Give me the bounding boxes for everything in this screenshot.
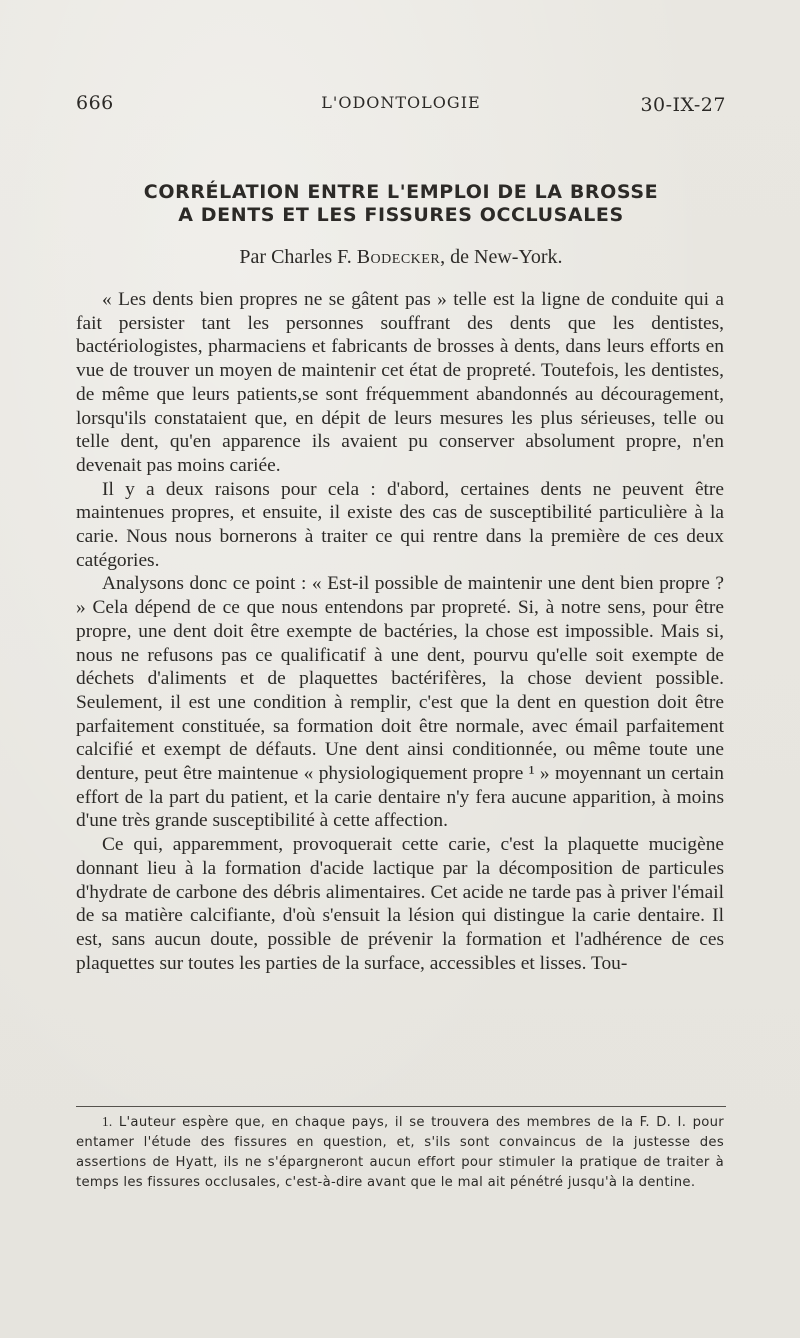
paragraph-3: Analysons donc ce point : « Est-il possible de maintenir une dent bien propre ? » Cela dépend de ce que nous entendons par propreté. Si, à notre sens, pour être propre, une dent doit être exempte de bactéries, la chose est impossible. Mais si, nous ne refusons pas ce qualificatif à une dent, pourvu qu'elle soit exempte de déchets d'aliments et de plaquettes bactérifères, la chose devient possible. Seulement, il est une condition à remplir, c'est que la dent en question doit être parfaitement constituée, sa formation doit être normale, avec émail parfaitement calcifié et exempt de défauts. Une dent ainsi conditionnée, ou même toute une denture, peut être maintenue « physiologiquement propre ¹ » moyennant un certain effort de la part du patient, et la carie dentaire n'y fera aucune apparition, à moins d'une très grande susceptibilité à cette affection. [76, 573, 724, 832]
footnote [76, 1112, 724, 1193]
running-header [76, 92, 726, 116]
journal-title: L'ODONTOLOGIE [321, 93, 481, 112]
footnote-divider [76, 1106, 726, 1107]
footnote-text: L'auteur espère que, en chaque pays, il se trouvera des membres de la F. D. I. pour entamer l'étude des fissures en question, et, s'ils sont convaincus de la justesse des assertions de Hyatt, ils ne s'épargneront aucun effort pour stimuler la pratique de traiter à temps les fissures occlusales, c'est-à-dire avant que le mal ait pénétré jusqu'à la dentine. [76, 1115, 724, 1190]
byline-author: Bodecker [356, 246, 441, 268]
issue-date: 30-IX-27 [640, 94, 726, 116]
paragraph-4: Ce qui, apparemment, provoquerait cette carie, c'est la plaquette mucigène donnant lieu à la formation d'acide lactique par la décomposition de particules d'hydrate de carbone des débris alimentaires. Cet acide ne tarde pas à priver l'émail de sa matière calcifiante, d'où s'ensuit la lésion qui distingue la carie dentaire. Il est, sans aucun doute, possible de prévenir la formation et l'adhérence de ces plaquettes sur toutes les parties de la surface, accessibles et lisses. Tou- [76, 834, 724, 974]
page-number: 666 [76, 92, 114, 114]
article-title-line-2: A DENTS ET LES FISSURES OCCLUSALES [178, 204, 624, 226]
article-byline [76, 246, 726, 269]
byline-suffix: , de New-York. [440, 246, 563, 268]
article-title-line-1: CORRÉLATION ENTRE L'EMPLOI DE LA BROSSE [143, 181, 659, 203]
footnote-number: 1. [102, 1114, 113, 1129]
byline-prefix: Par Charles F. [239, 246, 357, 268]
paragraph-1: « Les dents bien propres ne se gâtent pas » telle est la ligne de conduite qui a fait persister tant les personnes souffrant des dents que les dentistes, bactériologistes, pharmaciens et fabricants de brosses à dents, dans leurs efforts en vue de trouver un moyen de maintenir cet état de propreté. Toutefois, les dentistes, de même que leurs patients,se sont fréquemment abandonnés au découragement, lorsqu'ils constataient que, en dépit de leurs mesures les plus sérieuses, telle ou telle dent, qu'en apparence ils avaient pu conserver absolument propre, n'en devenait pas moins cariée. [76, 289, 724, 476]
article-body [76, 288, 724, 975]
paragraph-2: Il y a deux raisons pour cela : d'abord, certaines dents ne peuvent être maintenues propres, et ensuite, il existe des cas de susceptibilité particulière à la carie. Nous nous bornerons à traiter ce qui rentre dans la première de ces deux catégories. [76, 478, 724, 571]
article-title [76, 181, 726, 227]
